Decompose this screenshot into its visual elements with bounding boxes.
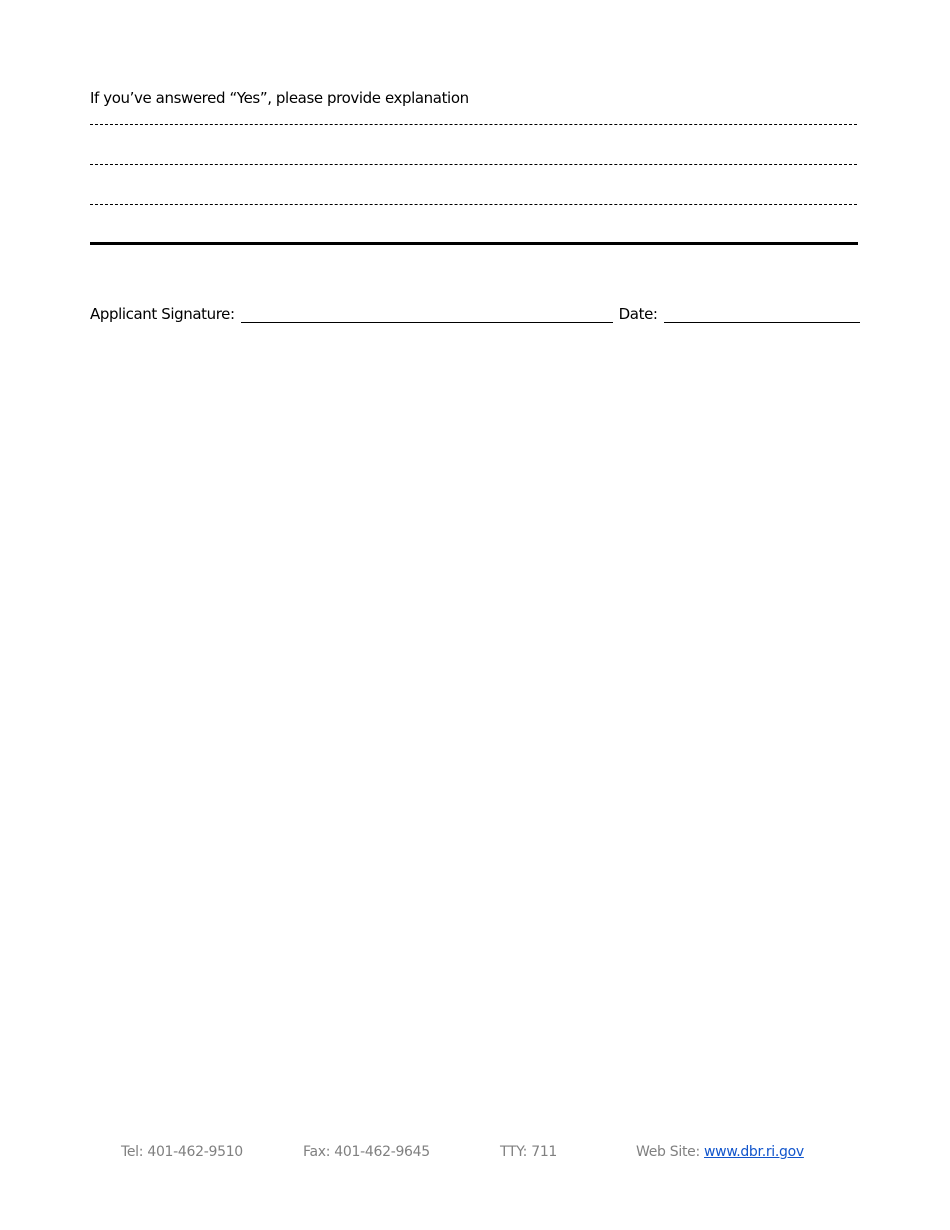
- date-label: Date:: [618, 305, 658, 323]
- explanation-prompt: If you’ve answered “Yes”, please provide explanation: [90, 89, 469, 107]
- footer-fax: Fax: 401-462-9645: [303, 1144, 430, 1160]
- explanation-line-3[interactable]: [90, 204, 857, 205]
- date-field[interactable]: [664, 307, 860, 323]
- footer-tel: Tel: 401-462-9510: [121, 1144, 243, 1160]
- explanation-line-2[interactable]: [90, 164, 857, 165]
- signature-label: Applicant Signature:: [90, 305, 235, 323]
- website-link[interactable]: www.dbr.ri.gov: [704, 1144, 804, 1160]
- explanation-line-1[interactable]: [90, 124, 857, 125]
- section-divider: [90, 242, 858, 245]
- footer-web-label: Web Site:: [636, 1144, 700, 1160]
- footer-website: [636, 1144, 804, 1160]
- signature-row: [90, 305, 860, 323]
- footer-tty: TTY: 711: [500, 1144, 558, 1160]
- signature-field[interactable]: [241, 307, 613, 323]
